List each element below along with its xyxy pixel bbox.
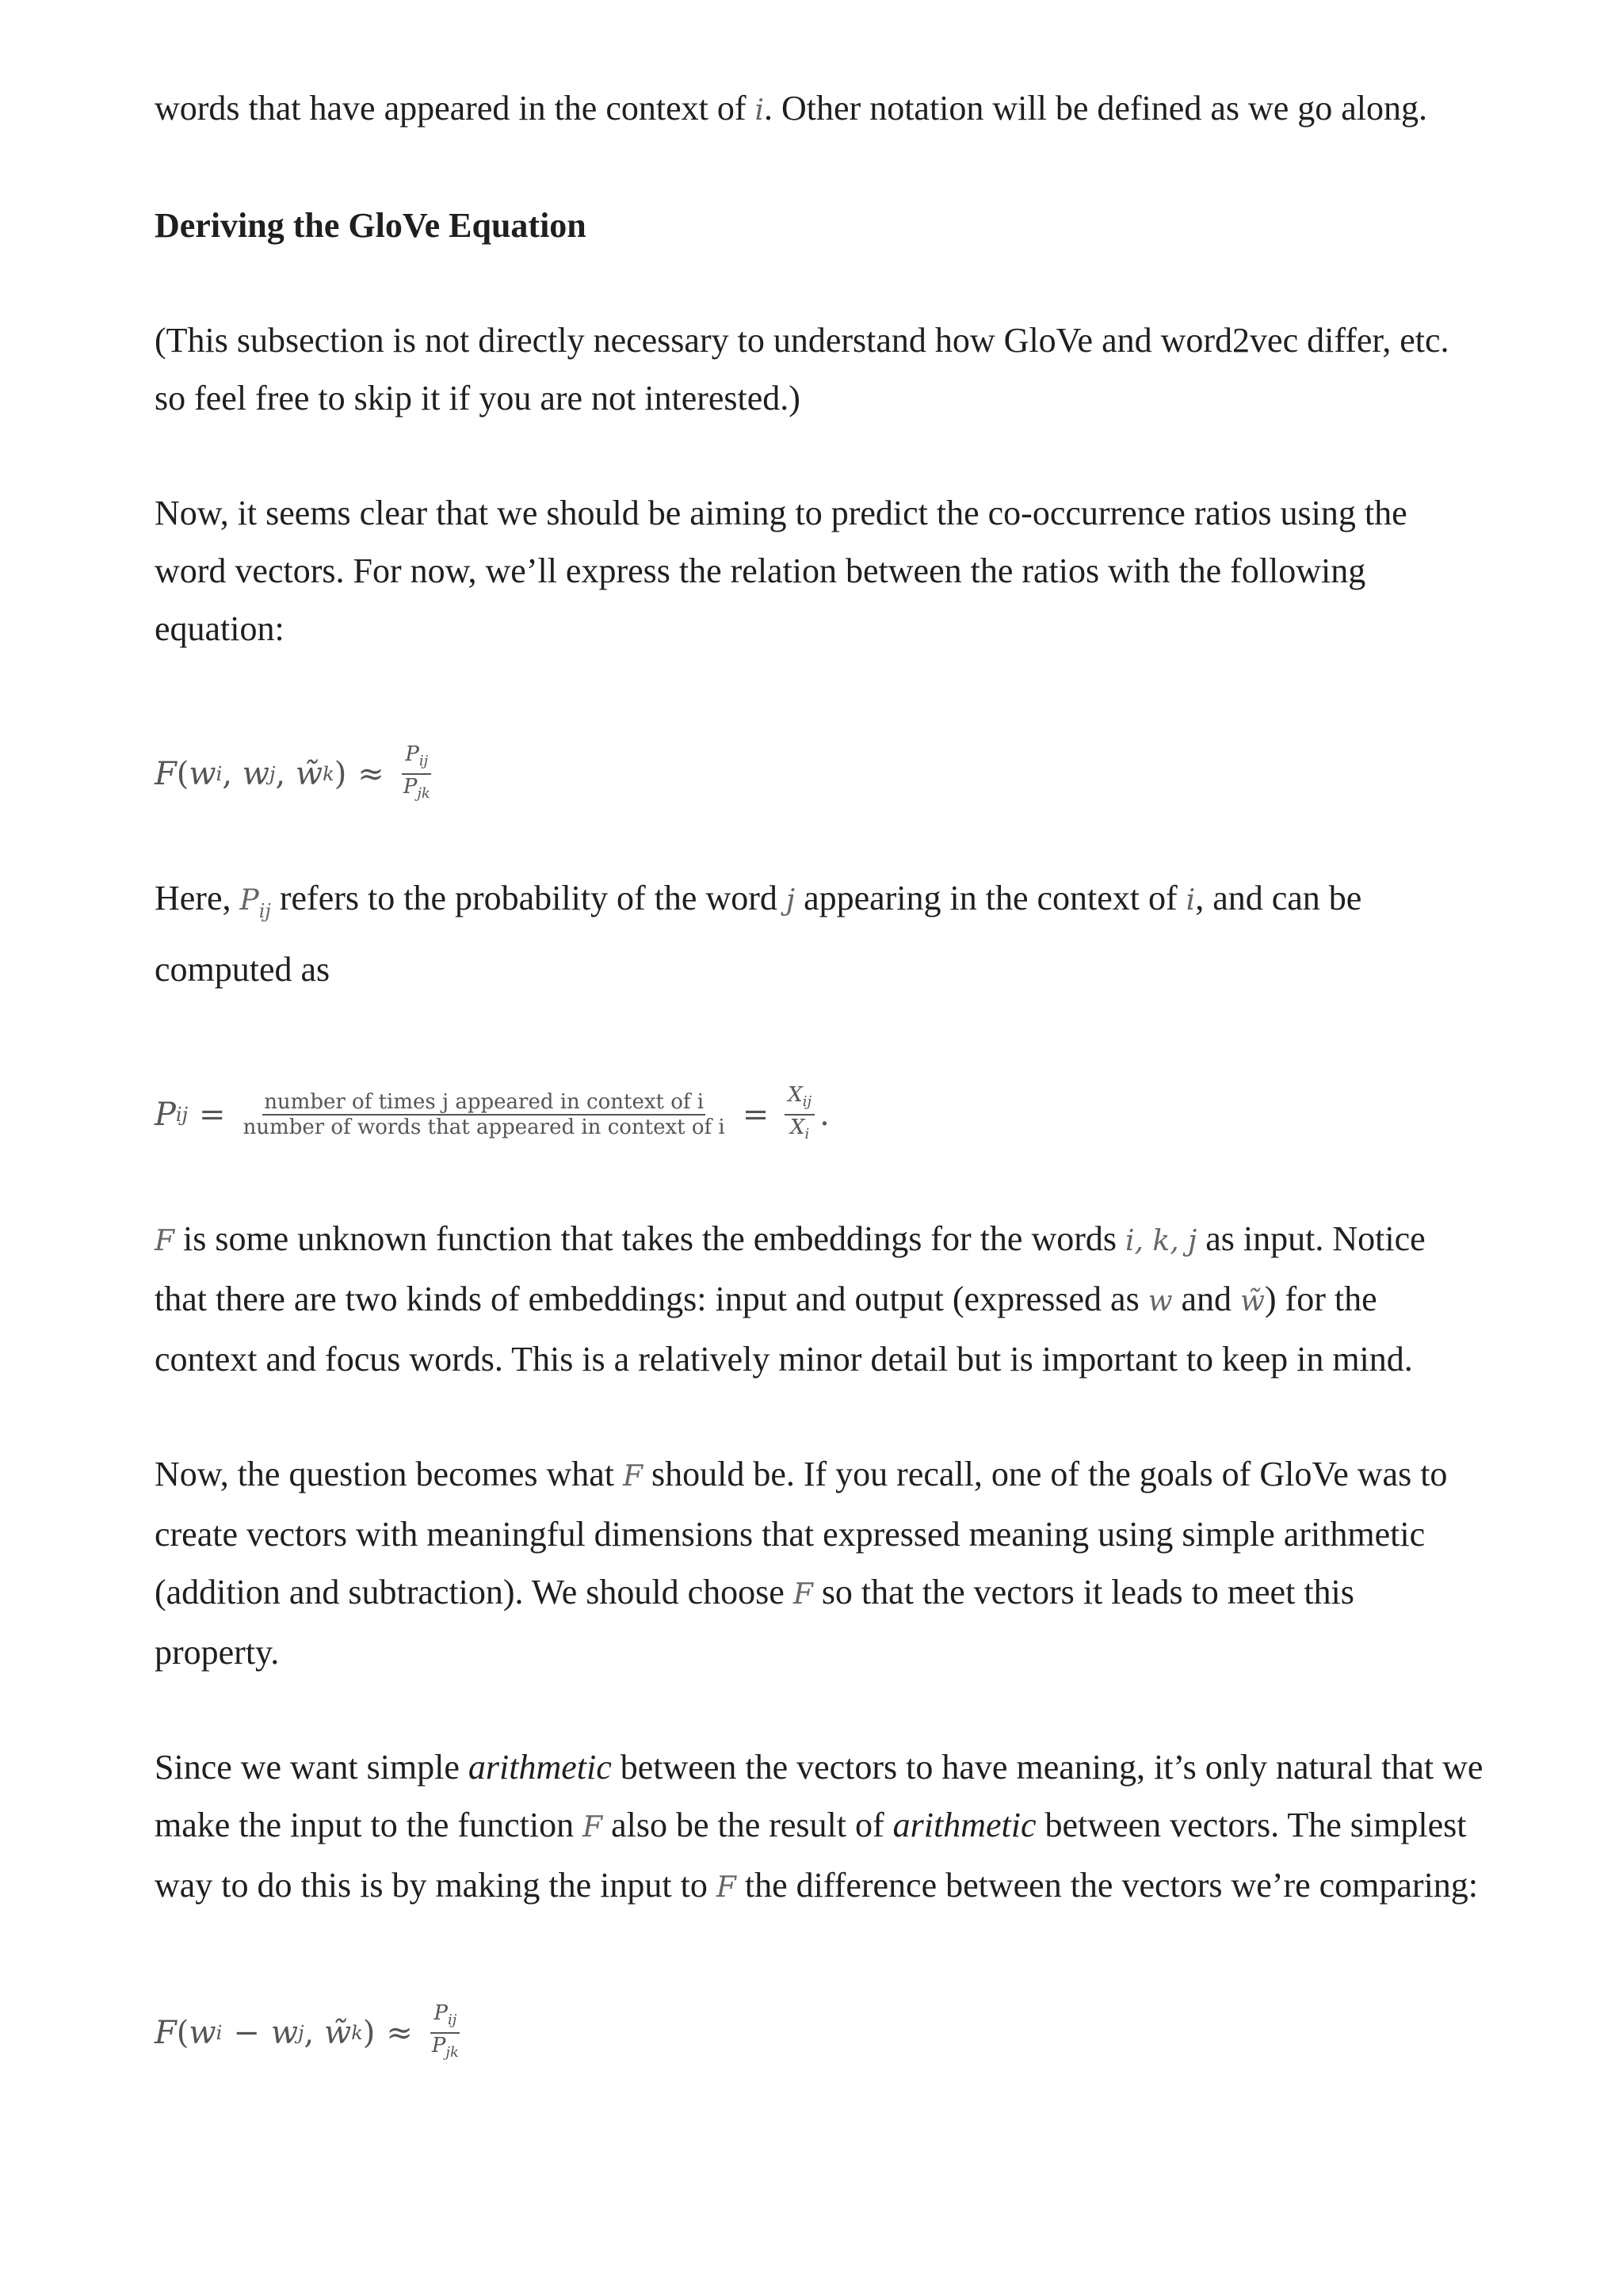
math-w: w xyxy=(1148,1284,1173,1318)
math-sub: i xyxy=(804,1125,810,1142)
emphasis: arithmetic xyxy=(892,1805,1037,1844)
math-w: w xyxy=(242,756,269,792)
paragraph-text: . Other notation will be defined as we go along. xyxy=(764,89,1428,128)
math-w-tilde: w̃ xyxy=(295,756,323,792)
paragraph-text: as input. Notice that there are two kinds of embeddings: input and output (expressed as xyxy=(155,1219,1426,1318)
paragraph-text: is some unknown function that takes the embeddings for the words xyxy=(174,1219,1125,1258)
math-sub: ij xyxy=(258,899,271,922)
math-sub: ij xyxy=(802,1093,812,1110)
math-X: X xyxy=(788,1082,803,1107)
paragraph-function-F xyxy=(155,1210,1486,1388)
math-F: F xyxy=(623,1459,643,1493)
fraction xyxy=(400,742,433,806)
equation-ratio: F ( w i , w j , w̃ k ) ≈ $\frac{P_{ij}}{P_{jk}}$ xyxy=(155,715,1486,833)
math-period: . xyxy=(819,1096,830,1133)
paragraph-text: words that have appeared in the context of xyxy=(155,89,755,128)
paragraph-text: so that the vectors it leads to meet this property. xyxy=(155,1572,1354,1672)
math-F: F xyxy=(716,1871,736,1904)
math-vars-ikj: i, k, j xyxy=(1125,1224,1197,1257)
math-equals: = xyxy=(199,1096,226,1133)
math-w-tilde: w̃ xyxy=(323,2014,352,2051)
math-sub: i xyxy=(216,2021,223,2044)
math-F: F xyxy=(155,1224,174,1257)
math-P: P xyxy=(239,884,259,917)
paragraph-text: appearing in the context of xyxy=(795,879,1186,917)
math-X: X xyxy=(790,1115,805,1139)
paragraph-text: Here, xyxy=(155,879,240,917)
paragraph-text: between the vectors to have meaning, it’s only natural that we make the input to the function xyxy=(155,1747,1484,1844)
math-sub: ij xyxy=(175,1103,189,1126)
math-F: F xyxy=(792,1577,813,1611)
math-sub: k xyxy=(351,2021,363,2044)
fraction-denominator: number of words that appeared in context of i xyxy=(242,1115,725,1139)
equation-probability xyxy=(155,1055,1486,1174)
math-w: w xyxy=(270,2014,299,2051)
paragraph-text: Since we want simple xyxy=(155,1747,468,1787)
math-sub: j xyxy=(298,2021,304,2044)
article-body xyxy=(155,79,1486,2128)
emphasis: arithmetic xyxy=(468,1747,612,1787)
math-w-tilde: w̃ xyxy=(1240,1284,1265,1318)
math-equals: = xyxy=(742,1096,769,1133)
math-sub: jk xyxy=(417,785,430,803)
paragraph-text: between vectors. The simplest way to do this is by making the input to xyxy=(155,1805,1467,1905)
paragraph-text: and xyxy=(1172,1279,1241,1318)
math-var-j: j xyxy=(785,884,796,917)
math-F: F xyxy=(155,756,177,792)
paragraph-text: should be. If you recall, one of the goals of GloVe was to create vectors with meaningful dimensions that expressed meaning using simple arithmetic (addition and subtraction). We should choose xyxy=(155,1454,1448,1611)
paragraph-text: Now, the question becomes what xyxy=(155,1454,624,1493)
paragraph-text: the difference between the vectors we’re comparing: xyxy=(735,1865,1479,1905)
paragraph-text: refers to the probability of the word xyxy=(270,879,786,917)
math-P: P xyxy=(155,1096,176,1133)
paragraph-notation xyxy=(155,79,1486,139)
math-minus: − xyxy=(233,2014,260,2051)
fraction-numerator: number of times j appeared in context of i xyxy=(264,1089,705,1114)
fraction-words xyxy=(242,1090,727,1139)
paragraph-note: (This subsection is not directly necessary to understand how GloVe and word2vec differ, etc. so feel free to skip it if you are not interested.) xyxy=(155,321,1449,418)
math-w: w xyxy=(189,2014,216,2051)
paragraph-intro-ratio: Now, it seems clear that we should be aiming to predict the co-occurrence ratios using the word vectors. For now, we’ll express the relation between the ratios with the following equation: xyxy=(155,494,1407,648)
equation-difference: F ( w i − w j , w̃ k ) ≈ $\frac{P_{ij}}{P_{jk}}$ xyxy=(155,1974,1486,2092)
fraction xyxy=(785,1083,815,1146)
math-var-i: i xyxy=(1186,884,1196,917)
math-P: P xyxy=(405,742,419,766)
math-approx: ≈ xyxy=(357,756,384,792)
math-var-i: i xyxy=(754,94,765,127)
math-P: P xyxy=(403,775,418,799)
paragraph-text: ) for the context and focus words. This is a relatively minor detail but is important to keep in mind. xyxy=(155,1279,1413,1379)
math-sub: k xyxy=(323,763,334,785)
fraction xyxy=(429,2001,462,2065)
paragraph-choose-F xyxy=(155,1445,1486,1681)
paragraph-text: , and can be computed as xyxy=(155,879,1362,989)
math-approx: ≈ xyxy=(386,2014,413,2051)
math-sub: i xyxy=(216,763,223,785)
math-sub: ij xyxy=(447,2011,457,2028)
math-F: F xyxy=(582,1810,603,1844)
paragraph-text: also be the result of xyxy=(602,1805,893,1844)
math-F: F xyxy=(155,2014,177,2051)
math-P: P xyxy=(433,2000,448,2025)
math-sub: jk xyxy=(445,2043,459,2061)
math-P: P xyxy=(431,2033,446,2058)
math-sub: ij xyxy=(418,753,429,769)
math-w: w xyxy=(189,756,216,792)
paragraph-arithmetic xyxy=(155,1738,1486,1917)
paragraph-probability xyxy=(155,869,1486,998)
section-heading: Deriving the GloVe Equation xyxy=(155,206,586,245)
math-sub: j xyxy=(269,763,276,785)
